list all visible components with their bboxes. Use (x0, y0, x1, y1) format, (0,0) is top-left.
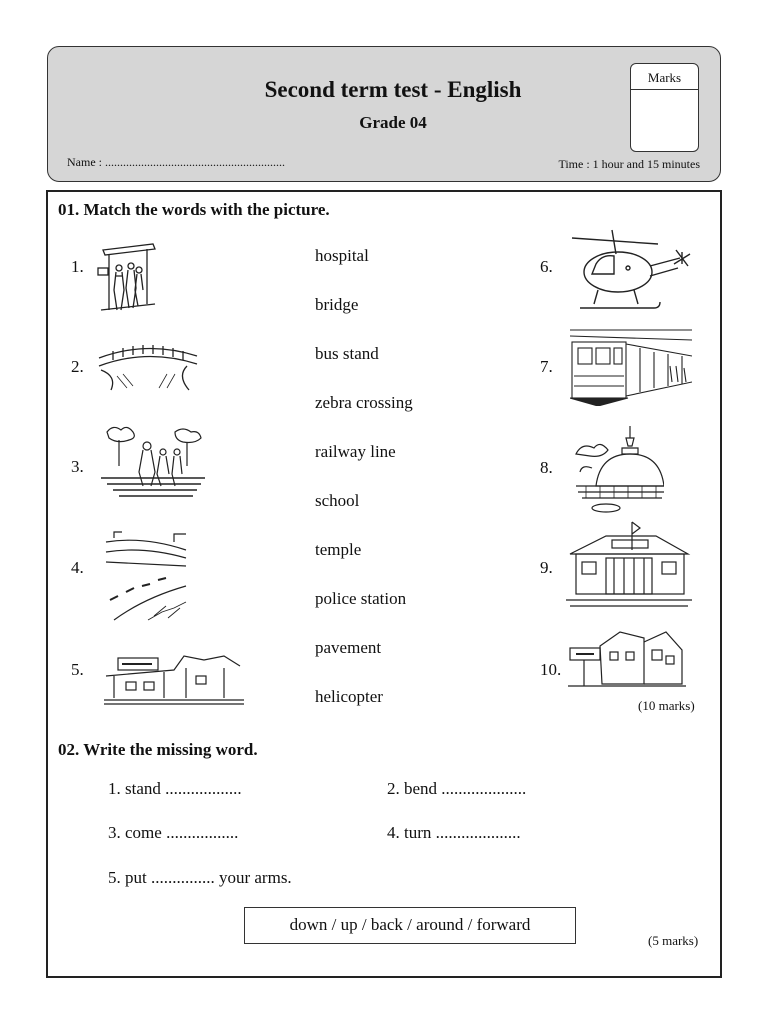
left-number-5: 5. (71, 660, 84, 679)
missing-word-2[interactable]: 2. bend .................... (387, 779, 527, 798)
word-bus-stand: bus stand (315, 344, 379, 363)
right-number-9: 9. (540, 558, 553, 577)
left-number-4: 4. (71, 558, 84, 577)
zebra-crossing-picture-icon (97, 422, 209, 498)
word-police-station: police station (315, 589, 407, 608)
missing-word-3[interactable]: 3. come ................. (108, 823, 239, 842)
police-station-picture-icon (566, 520, 692, 612)
question-2-heading: 02. Write the missing word. (58, 740, 258, 759)
pavement-picture-icon (104, 528, 188, 624)
test-title: Second term test - English (264, 77, 522, 102)
right-number-10: 10. (540, 660, 562, 679)
bridge-picture-icon (97, 336, 199, 392)
right-number-6: 6. (540, 257, 553, 276)
word-zebra-crossing: zebra crossing (315, 393, 413, 412)
bus-stand-picture-icon (97, 240, 159, 316)
word-options-box: down / up / back / around / forward (244, 907, 576, 944)
word-temple: temple (315, 540, 362, 559)
test-header (47, 46, 721, 182)
question-1-heading: 01. Match the words with the picture. (58, 200, 330, 219)
word-helicopter: helicopter (315, 687, 383, 706)
word-hospital: hospital (315, 246, 369, 265)
word-school: school (315, 491, 360, 510)
right-number-7: 7. (540, 357, 553, 376)
temple-picture-icon (572, 424, 664, 516)
grade-label: Grade 04 (359, 113, 427, 132)
missing-word-4[interactable]: 4. turn .................... (387, 823, 521, 842)
q1-marks: (10 marks) (638, 698, 695, 713)
q2-marks: (5 marks) (648, 933, 699, 948)
right-number-8: 8. (540, 458, 553, 477)
missing-word-5[interactable]: 5. put ............... your arms. (108, 868, 292, 887)
helicopter-picture-icon (568, 224, 694, 316)
missing-word-1[interactable]: 1. stand .................. (108, 779, 242, 798)
school-picture-icon (104, 646, 244, 708)
left-number-3: 3. (71, 457, 84, 476)
left-number-2: 2. (71, 357, 84, 376)
hospital-picture-icon (568, 628, 688, 690)
train-picture-icon (570, 326, 692, 406)
time-label: Time : 1 hour and 15 minutes (558, 157, 700, 171)
marks-label: Marks (631, 67, 698, 90)
word-bridge: bridge (315, 295, 359, 314)
word-pavement: pavement (315, 638, 382, 657)
left-number-1: 1. (71, 257, 84, 276)
name-field[interactable]: Name : ............................................................ (67, 155, 285, 169)
marks-box[interactable] (630, 63, 699, 152)
word-railway-line: railway line (315, 442, 396, 461)
